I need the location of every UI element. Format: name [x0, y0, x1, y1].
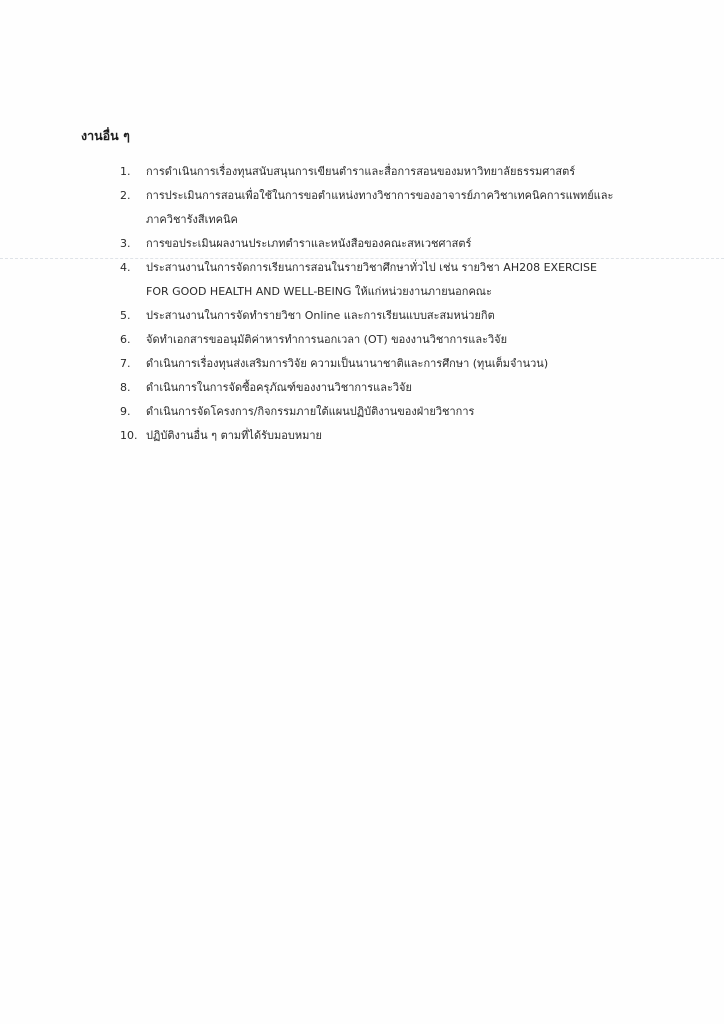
task-list	[120, 160, 680, 448]
list-item	[120, 328, 680, 352]
list-item	[120, 184, 680, 232]
item-text: ดำเนินการเรื่องทุนส่งเสริมการวิจัย ความเป็นนานาชาติและการศึกษา (ทุนเต็มจำนวน)	[146, 357, 549, 370]
list-item	[120, 304, 680, 328]
item-text-continued: FOR GOOD HEALTH AND WELL-BEING ให้แก่หน่วยงานภายนอกคณะ	[146, 285, 492, 298]
item-number: 7.	[120, 357, 131, 370]
item-text-continued: ภาควิชารังสีเทคนิค	[146, 213, 238, 226]
item-text: ปฏิบัติงานอื่น ๆ ตามที่ได้รับมอบหมาย	[146, 429, 322, 442]
list-item	[120, 376, 680, 400]
list-item	[120, 400, 680, 424]
item-number: 8.	[120, 381, 131, 394]
section-heading: งานอื่น ๆ	[81, 128, 130, 143]
item-text: การประเมินการสอนเพื่อใช้ในการขอตำแหน่งทางวิชาการของอาจารย์ภาควิชาเทคนิคการแพทย์และ	[146, 189, 614, 202]
item-number: 10.	[120, 429, 138, 442]
list-item	[120, 424, 680, 448]
item-text: ดำเนินการจัดโครงการ/กิจกรรมภายใต้แผนปฏิบัติงานของฝ่ายวิชาการ	[146, 405, 475, 418]
item-number: 1.	[120, 165, 131, 178]
item-number: 5.	[120, 309, 131, 322]
list-item	[120, 232, 680, 256]
item-text: ดำเนินการในการจัดซื้อครุภัณฑ์ของงานวิชาการและวิจัย	[146, 381, 412, 394]
item-number: 3.	[120, 237, 131, 250]
item-number: 4.	[120, 261, 131, 274]
list-item	[120, 256, 680, 304]
item-number: 6.	[120, 333, 131, 346]
item-text: ประสานงานในการจัดการเรียนการสอนในรายวิชาศึกษาทั่วไป เช่น รายวิชา AH208 EXERCISE	[146, 261, 597, 274]
item-text: การดำเนินการเรื่องทุนสนับสนุนการเขียนตำราและสื่อการสอนของมหาวิทยาลัยธรรมศาสตร์	[146, 165, 576, 178]
item-text: การขอประเมินผลงานประเภทตำราและหนังสือของคณะสหเวชศาสตร์	[146, 237, 472, 250]
list-item	[120, 160, 680, 184]
item-number: 9.	[120, 405, 131, 418]
list-item	[120, 352, 680, 376]
item-text: ประสานงานในการจัดทำรายวิชา Online และการเรียนแบบสะสมหน่วยกิต	[146, 309, 495, 322]
item-text: จัดทำเอกสารขออนุมัติค่าหารทำการนอกเวลา (OT) ของงานวิชาการและวิจัย	[146, 333, 508, 346]
item-number: 2.	[120, 189, 131, 202]
